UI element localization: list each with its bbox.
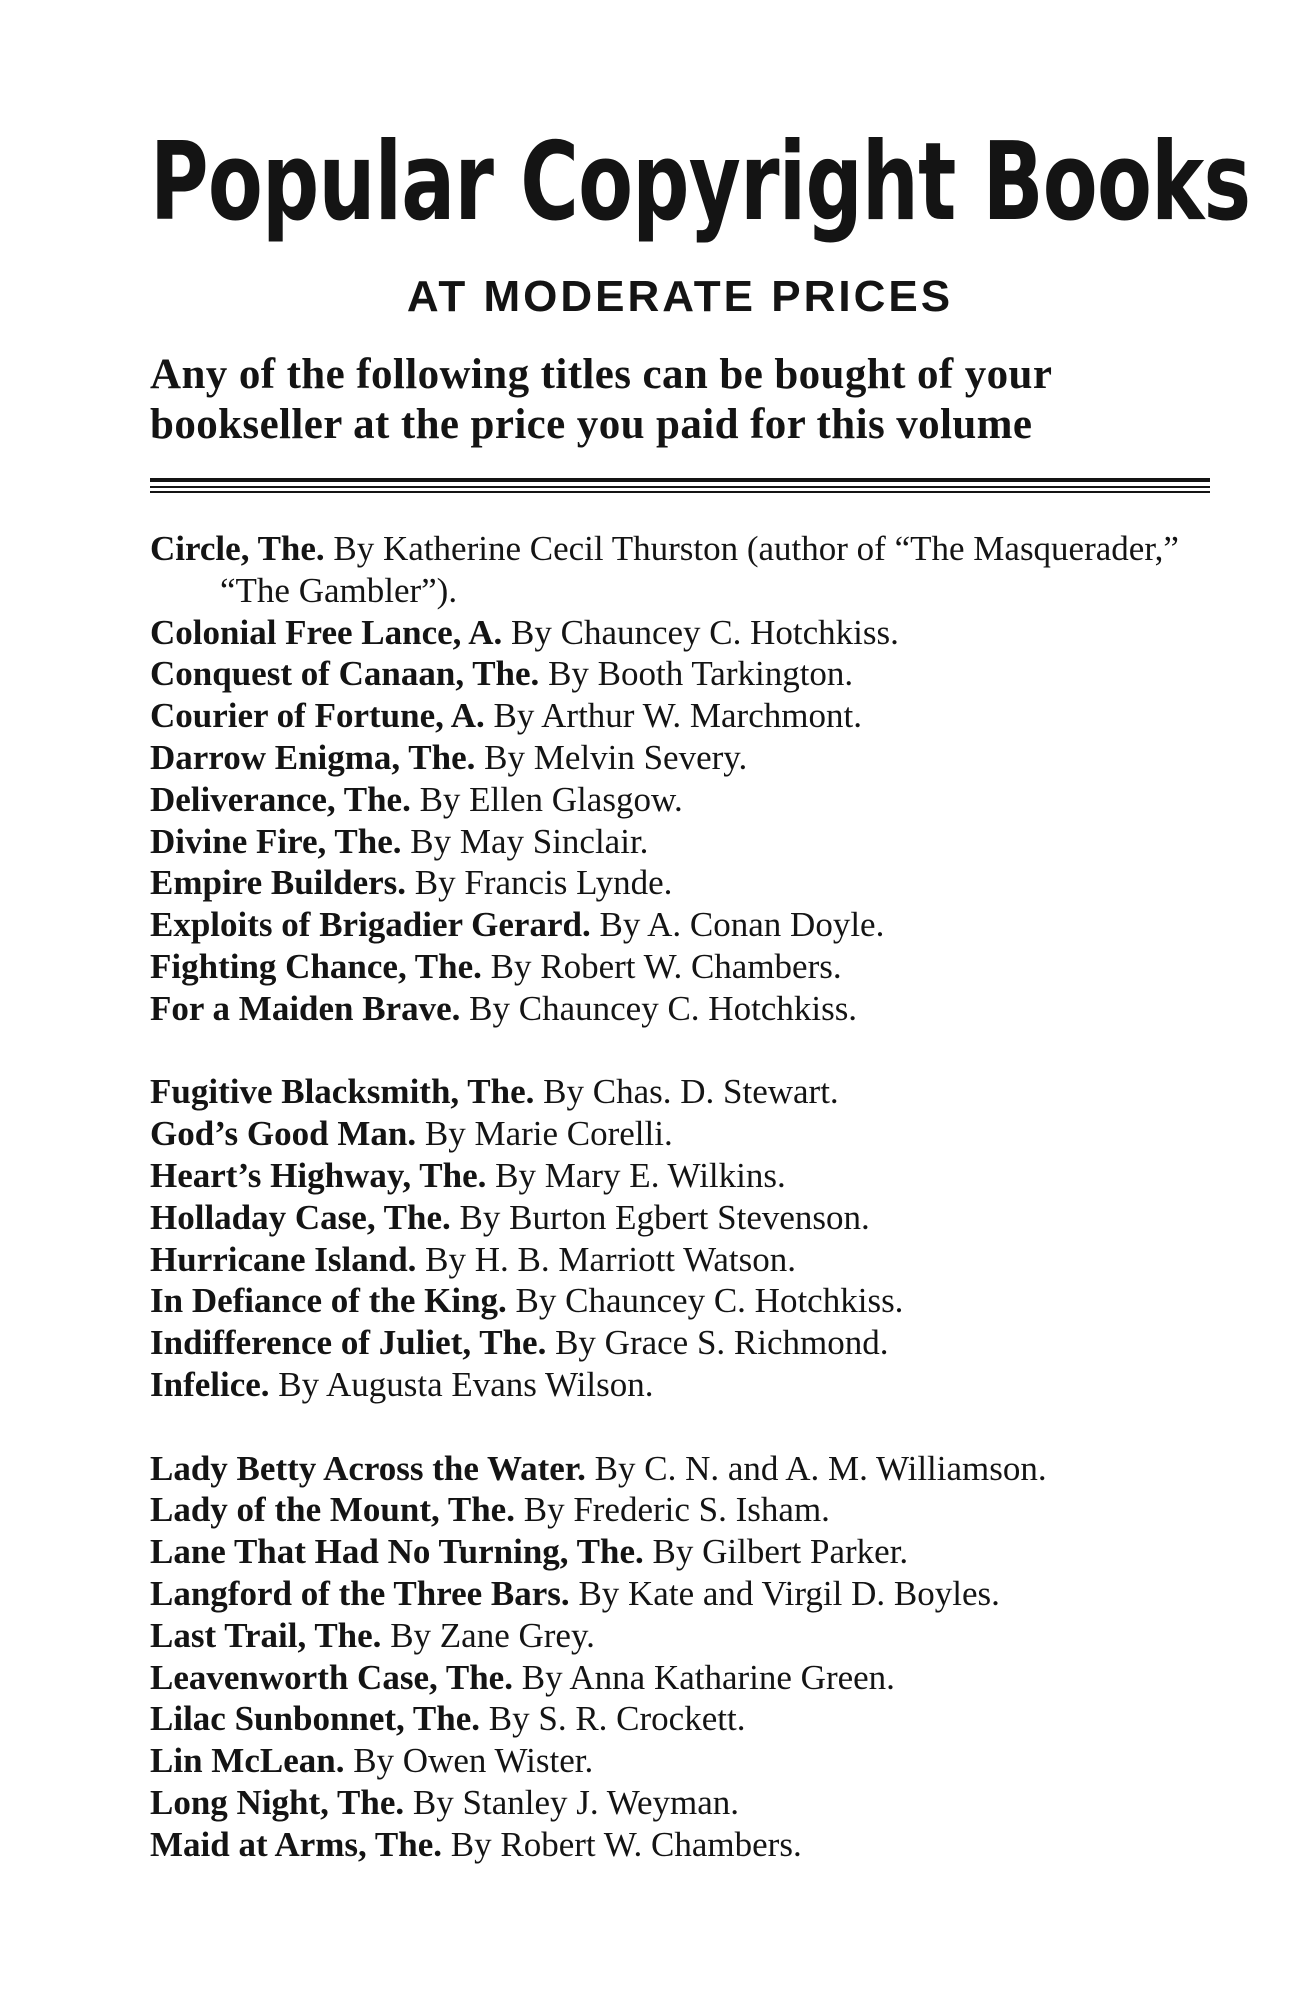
book-title: Heart’s Highway, The.	[150, 1155, 487, 1195]
book-author: By Grace S. Richmond.	[555, 1323, 889, 1363]
book-author: By Kate and Virgil D. Boyles.	[578, 1573, 1000, 1613]
book-author: By May Sinclair.	[410, 821, 649, 861]
list-item	[150, 904, 1230, 946]
book-author: By Anna Katharine Green.	[521, 1657, 895, 1697]
book-title: Circle, The.	[150, 529, 325, 568]
book-author: By Booth Tarkington.	[548, 654, 854, 694]
list-item	[150, 1113, 1230, 1155]
book-title: Langford of the Three Bars.	[150, 1573, 570, 1613]
list-item	[150, 695, 1230, 737]
book-title: Infelice.	[150, 1364, 270, 1404]
divider-rule	[150, 491, 1210, 493]
book-author: By Chauncey C. Hotchkiss.	[469, 988, 858, 1028]
book-author: By Arthur W. Marchmont.	[493, 696, 862, 736]
list-item	[150, 1364, 1230, 1406]
list-item	[150, 862, 1230, 904]
list-item	[150, 1197, 1230, 1239]
book-author: By Ellen Glasgow.	[419, 779, 683, 819]
book-author: By Owen Wister.	[353, 1741, 594, 1781]
book-title: Courier of Fortune, A.	[150, 696, 485, 736]
list-item	[150, 1489, 1230, 1531]
book-author: By Chauncey C. Hotchkiss.	[511, 612, 899, 652]
book-title: Maid at Arms, The.	[150, 1824, 442, 1864]
list-item	[150, 1155, 1230, 1197]
list-item	[150, 1531, 1230, 1573]
book-title: Conquest of Canaan, The.	[150, 654, 540, 694]
list-item	[150, 988, 1230, 1030]
list-item	[150, 1698, 1230, 1740]
book-title: Divine Fire, The.	[150, 821, 402, 861]
book-title: God’s Good Man.	[150, 1114, 417, 1154]
page-subtitle: AT MODERATE PRICES	[406, 272, 954, 321]
book-author: By Frederic S. Isham.	[523, 1490, 830, 1530]
book-author: By Robert W. Chambers.	[490, 946, 842, 986]
list-item	[150, 779, 1230, 821]
book-title: Exploits of Brigadier Gerard.	[150, 905, 591, 945]
book-author: By Francis Lynde.	[414, 863, 673, 903]
book-author: By Robert W. Chambers.	[450, 1824, 802, 1864]
book-author: By Stanley J. Weyman.	[412, 1782, 739, 1822]
book-author: By A. Conan Doyle.	[599, 905, 885, 945]
intro-text: Any of the following titles can be bought of your bookseller at the price you paid for this volume	[150, 351, 1052, 448]
divider-rule	[150, 486, 1210, 488]
list-item	[150, 1824, 1230, 1866]
book-title: Lilac Sunbonnet, The.	[150, 1699, 481, 1739]
book-author: By Marie Corelli.	[424, 1114, 673, 1154]
list-item	[150, 737, 1230, 779]
list-item	[150, 612, 1230, 654]
list-item	[150, 821, 1230, 863]
book-title: Empire Builders.	[150, 863, 407, 903]
list-item	[150, 1782, 1230, 1824]
list-item	[150, 1448, 1230, 1490]
list-item	[150, 653, 1230, 695]
book-author: By Melvin Severy.	[484, 737, 748, 777]
book-author: By Chauncey C. Hotchkiss.	[515, 1281, 904, 1321]
list-item	[150, 1280, 1230, 1322]
book-title: Fugitive Blacksmith, The.	[150, 1072, 535, 1112]
book-title: Long Night, The.	[150, 1782, 405, 1822]
book-author: By Mary E. Wilkins.	[495, 1155, 786, 1195]
book-title: Lane That Had No Turning, The.	[150, 1532, 644, 1572]
list-item	[150, 1573, 1230, 1615]
book-list	[150, 528, 1230, 1866]
book-title: For a Maiden Brave.	[150, 988, 461, 1028]
book-title: Deliverance, The.	[150, 779, 411, 819]
book-author: By H. B. Marriott Watson.	[425, 1239, 797, 1279]
page-title: Popular Copyright Books	[150, 120, 1251, 245]
book-title: Leavenworth Case, The.	[150, 1657, 513, 1697]
book-title: Lady Betty Across the Water.	[150, 1448, 586, 1488]
list-item	[150, 1322, 1230, 1364]
book-title: Colonial Free Lance, A.	[150, 612, 503, 652]
book-author: By Katherine Cecil Thurston (author of “The Masquerader,” “The Gambler”).	[220, 529, 1179, 610]
book-author: By Augusta Evans Wilson.	[278, 1364, 654, 1404]
book-title: Last Trail, The.	[150, 1615, 382, 1655]
list-item	[150, 1615, 1230, 1657]
list-item	[150, 946, 1230, 988]
list-item	[150, 1657, 1230, 1699]
book-author: By Burton Egbert Stevenson.	[459, 1197, 870, 1237]
book-title: Lin McLean.	[150, 1741, 345, 1781]
book-title: Indifference of Juliet, The.	[150, 1323, 547, 1363]
book-author: By Zane Grey.	[390, 1615, 595, 1655]
book-title: Holladay Case, The.	[150, 1197, 451, 1237]
divider-rule	[150, 478, 1210, 482]
book-title: Hurricane Island.	[150, 1239, 417, 1279]
book-title: In Defiance of the King.	[150, 1281, 507, 1321]
list-item	[150, 1071, 1230, 1113]
list-item	[150, 1239, 1230, 1281]
book-title: Darrow Enigma, The.	[150, 737, 476, 777]
book-author: By S. R. Crockett.	[488, 1699, 746, 1739]
list-item	[150, 528, 1230, 612]
book-title: Lady of the Mount, The.	[150, 1490, 515, 1530]
book-title: Fighting Chance, The.	[150, 946, 482, 986]
book-author: By Chas. D. Stewart.	[543, 1072, 839, 1112]
list-item	[150, 1740, 1230, 1782]
book-author: By C. N. and A. M. Williamson.	[594, 1448, 1047, 1488]
book-author: By Gilbert Parker.	[652, 1532, 909, 1572]
